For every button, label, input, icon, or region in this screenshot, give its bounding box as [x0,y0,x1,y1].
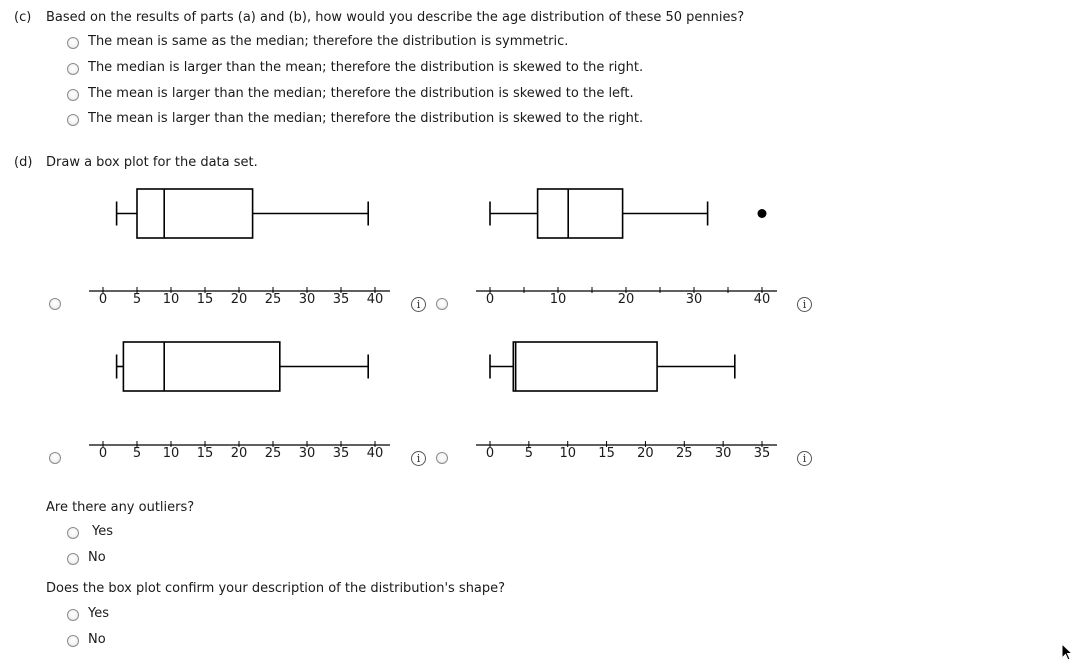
part-d-label: (d) [14,155,33,170]
confirm-yes-label: Yes [88,606,109,621]
part-c-label: (c) [14,10,32,25]
mouse-pointer-icon [1061,643,1073,661]
tick-label: 5 [524,446,533,461]
part-c-question: Based on the results of parts (a) and (b), how would you describe the age distribution of these 50 pennies? [46,10,745,25]
tick-label: 10 [559,446,576,461]
part-c-option-2: The median is larger than the mean; therefore the distribution is skewed to the right. [88,60,644,75]
tick-label: 20 [230,292,248,307]
info-icon[interactable]: i [411,297,426,312]
tick-label: 35 [332,292,350,307]
part-c-option-3: The mean is larger than the median; therefore the distribution is skewed to the left. [88,86,634,101]
outliers-no-label: No [88,550,106,565]
tick-label: 35 [332,446,350,461]
tick-label: 0 [485,446,495,461]
outliers-question: Are there any outliers? [46,500,195,515]
tick-label: 0 [98,292,108,307]
tick-label: 20 [617,292,635,307]
part-c-option-4: The mean is larger than the median; therefore the distribution is skewed to the right. [88,111,644,126]
tick-label: 30 [298,446,316,461]
tick-label: 20 [230,446,248,461]
info-icon[interactable]: i [411,451,426,466]
info-icon[interactable]: i [797,297,812,312]
tick-label: 30 [685,292,703,307]
part-d-question: Draw a box plot for the data set. [46,155,258,170]
tick-label: 10 [549,292,567,307]
tick-label: 10 [162,292,180,307]
tick-label: 0 [485,292,495,307]
outliers-yes-label: Yes [92,524,113,539]
confirm-no-radio[interactable] [67,635,79,647]
tick-label: 25 [676,446,693,461]
iqr-box [513,342,657,391]
tick-label: 10 [162,446,180,461]
tick-label: 25 [264,292,282,307]
part-c-option-1: The mean is same as the median; therefore the distribution is symmetric. [88,34,569,49]
confirm-yes-radio[interactable] [67,609,79,621]
tick-label: 40 [366,292,384,307]
tick-label: 5 [132,292,142,307]
tick-label: 25 [264,446,282,461]
tick-label: 15 [196,292,214,307]
tick-label: 30 [714,446,732,461]
info-icon[interactable]: i [797,451,812,466]
confirm-no-label: No [88,632,106,647]
confirm-question: Does the box plot confirm your description of the distribution's shape? [46,581,506,596]
tick-label: 20 [637,446,654,461]
tick-label: 40 [366,446,384,461]
tick-label: 30 [298,292,316,307]
tick-label: 15 [196,446,214,461]
tick-label: 35 [753,446,771,461]
tick-label: 0 [98,446,108,461]
tick-label: 5 [132,446,142,461]
tick-label: 40 [753,292,771,307]
tick-label: 15 [598,446,615,461]
outliers-no-radio[interactable] [67,553,79,565]
outliers-yes-radio[interactable] [67,527,79,539]
